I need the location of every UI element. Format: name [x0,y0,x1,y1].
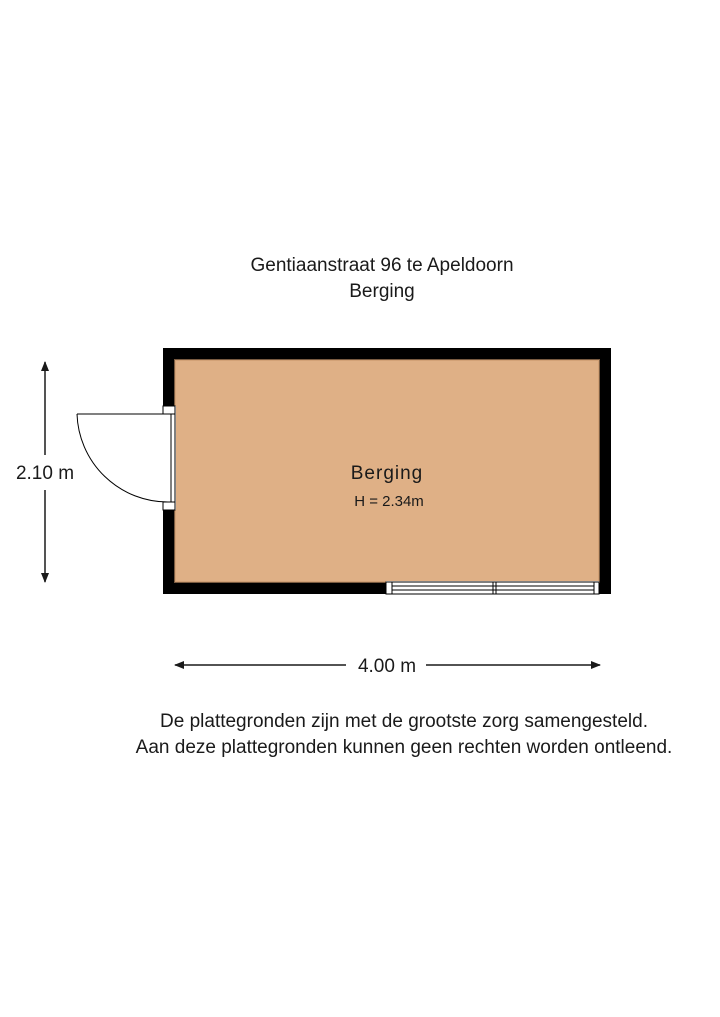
depth-dimension [16,362,74,582]
depth-dimension-label: 2.10 m [15,463,75,484]
door-frame-top [163,406,175,414]
door-frame-bottom [163,502,175,510]
door-swing-arc [77,414,168,502]
plan-address-title: Gentiaanstraat 96 te Apeldoorn [250,255,514,276]
room-height-label: H = 2.34m [354,493,424,510]
width-dimension-label: 4.00 m [357,656,417,677]
width-dimension [175,656,600,677]
room-name-label: Berging [350,463,424,484]
disclaimer-line-2: Aan deze plattegronden kunnen geen rechten worden ontleend. [135,737,673,758]
plan-floor-title: Berging [349,281,415,302]
door-opening [162,406,176,510]
door [77,406,176,510]
window [386,581,599,595]
disclaimer-line-1: De plattegronden zijn met de grootste zorg samengesteld. [160,711,648,732]
